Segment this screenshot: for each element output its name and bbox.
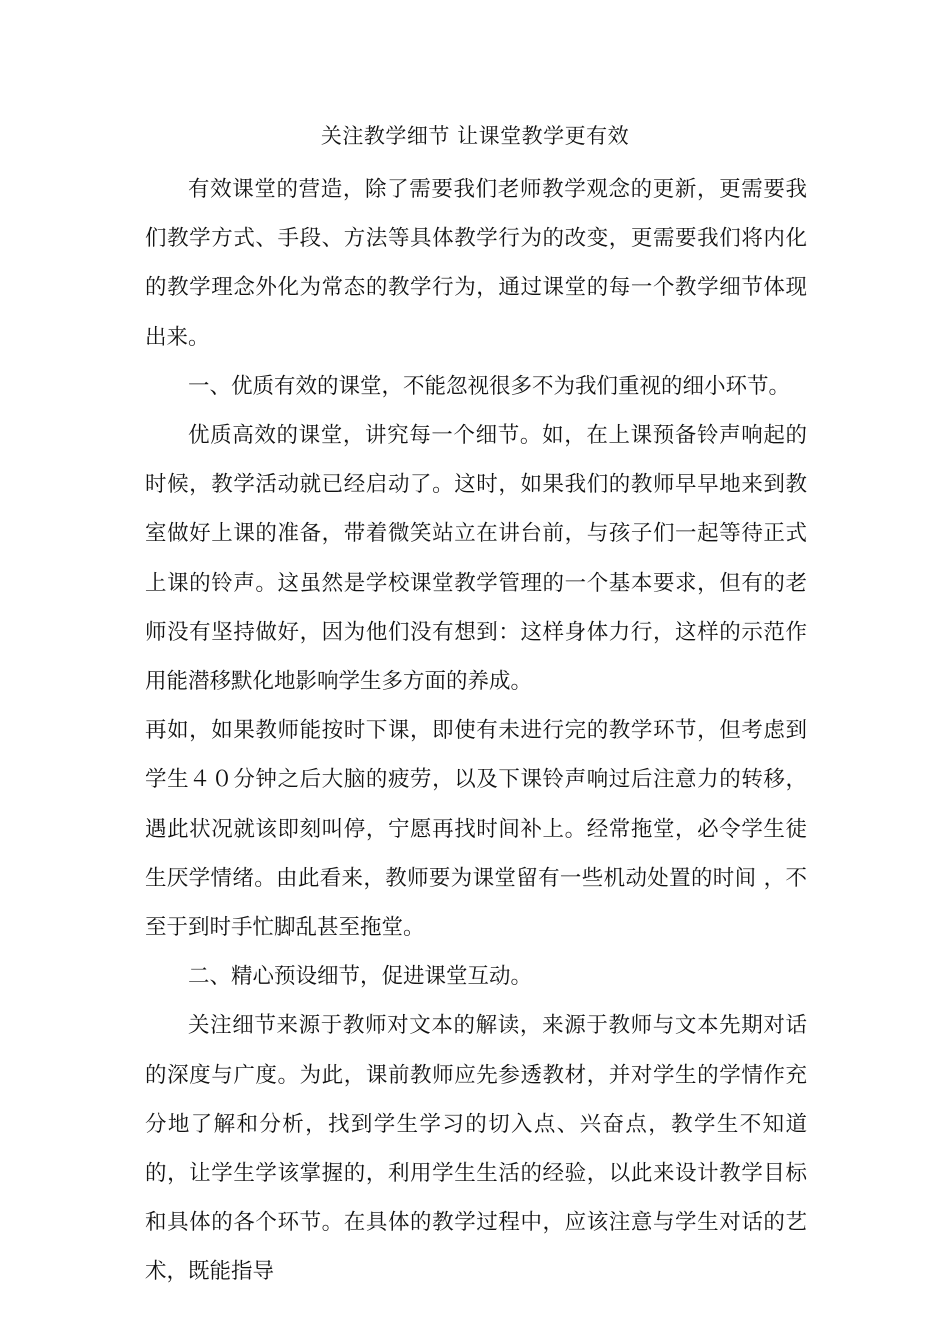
paragraph-section-2-a: 关注细节来源于教师对文本的解读，来源于教师与文本先期对话的深度与广度。为此，课前教师应先参透教材，并对学生的学情作充分地了解和分析，找到学生学习的切入点、兴奋点，教学生不知道的，让学生学该掌握的，利用学生生活的经验，以此来设计教学目标和具体的各个环节。在具体的教学过程中，应该注意与学生对话的艺术，既能指导	[145, 1013, 807, 1285]
document-body	[145, 165, 807, 1297]
paragraph-section-1-b: 再如，如果教师能按时下课，即使有未进行完的教学环节，但考虑到学生４０分钟之后大脑的疲劳，以及下课铃声响过后注意力的转移，遇此状况就该即刻叫停，宁愿再找时间补上。经常拖堂，必令学生徒生厌学情绪。由此看来，教师要为课堂留有一些机动处置的时间 ，不至于到时手忙脚乱甚至拖堂。	[145, 718, 807, 941]
document-title: 关注教学细节 让课堂教学更有效	[320, 124, 630, 148]
paragraph-section-1-a: 优质高效的课堂，讲究每一个细节。如，在上课预备铃声响起的时候，教学活动就已经启动了。这时，如果我们的教师早早地来到教室做好上课的准备，带着微笑站立在讲台前，与孩子们一起等待正式上课的铃声。这虽然是学校课堂教学管理的一个基本要求，但有的老师没有坚持做好，因为他们没有想到：这样身体力行，这样的示范作用能潜移默化地影响学生多方面的养成。	[145, 423, 807, 695]
section-heading-2: 二、精心预设细节，促进课堂互动。	[188, 964, 533, 990]
section-heading-1: 一、优质有效的课堂，不能忽视很多不为我们重视的细小环节。	[188, 373, 791, 399]
paragraph-intro: 有效课堂的营造，除了需要我们老师教学观念的更新，更需要我们教学方式、手段、方法等具体教学行为的改变，更需要我们将内化的教学理念外化为常态的教学行为，通过课堂的每一个教学细节体现出来。	[145, 177, 807, 350]
